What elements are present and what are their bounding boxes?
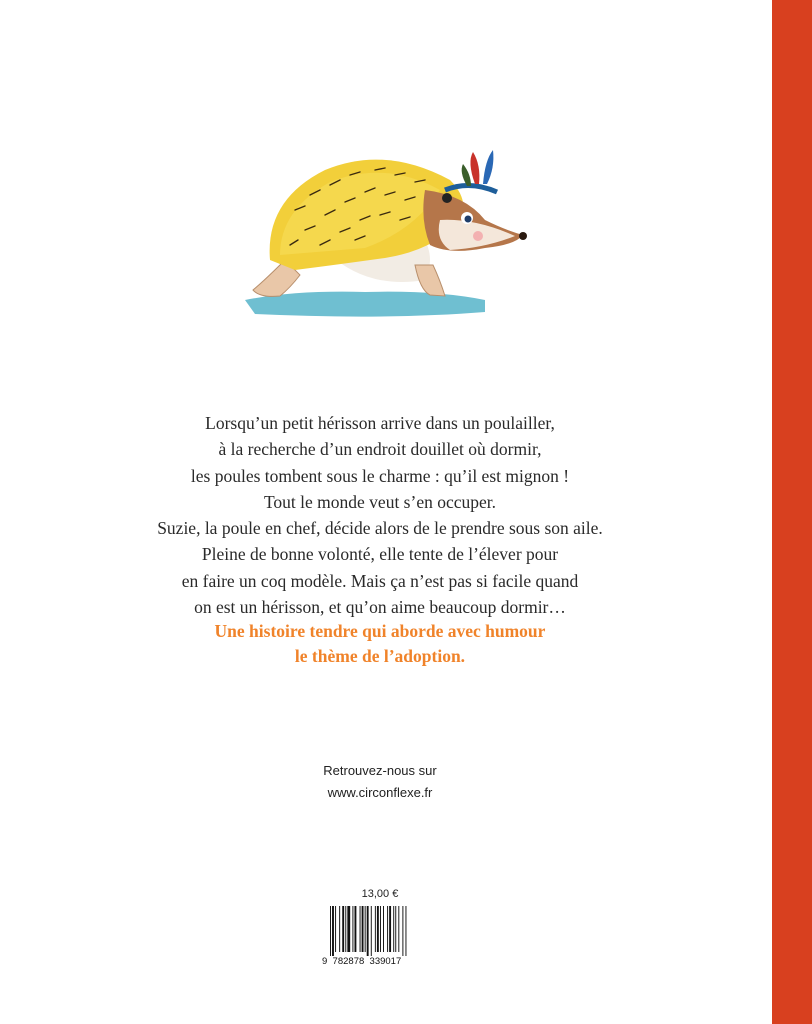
barcode-bar: [380, 906, 381, 952]
tagline-line: Une histoire tendre qui aborde avec humour: [214, 621, 546, 641]
front-leg: [415, 265, 445, 296]
barcode-bar: [367, 906, 369, 956]
barcode-bar: [332, 906, 334, 956]
barcode-bar: [387, 906, 388, 952]
barcode-bar: [354, 906, 356, 952]
blurb-line: on est un hérisson, et qu’on aime beaucoup dormir…: [194, 597, 566, 618]
barcode-bar: [362, 906, 364, 952]
barcode-bar: [383, 906, 384, 952]
barcode-bar: [375, 906, 376, 952]
blurb-line: Lorsqu’un petit hérisson arrive dans un poulailler,: [205, 413, 555, 433]
barcode-bar: [335, 906, 336, 952]
blurb-line: Tout le monde veut s’en occuper.: [263, 491, 497, 512]
barcode-bar: [393, 906, 394, 952]
feather-blue: [483, 150, 493, 184]
barcode-bar: [342, 906, 344, 952]
barcode-bar: [352, 906, 353, 952]
barcode-bars: [330, 906, 406, 956]
feather-red: [470, 152, 479, 184]
spine-strip: [772, 0, 812, 1024]
barcode-bar: [339, 906, 340, 952]
hedgehog-illustration: [235, 140, 535, 330]
isbn-digits: 9 782878 339017: [322, 956, 402, 966]
back-cover-blurb: [80, 410, 680, 620]
barcode-bar: [389, 906, 391, 952]
barcode-bar: [395, 906, 396, 952]
website-block: [280, 760, 480, 804]
barcode-bar: [360, 906, 361, 952]
website-intro: Retrouvez-nous sur: [323, 763, 437, 778]
barcode-bar: [330, 906, 331, 956]
blurb-line: Suzie, la poule en chef, décide alors de le prendre sous son aile.: [157, 518, 603, 539]
barcode-bar: [377, 906, 379, 952]
blurb-line: en faire un coq modèle. Mais ça n’est pas si facile quand: [181, 570, 579, 591]
barcode-bar: [398, 906, 399, 952]
barcode-bar: [405, 906, 406, 956]
isbn-barcode: [322, 906, 444, 966]
blurb-line: Pleine de bonne volonté, elle tente de l’élever pour: [201, 544, 559, 565]
barcode-bar: [347, 906, 350, 952]
barcode-bar: [402, 906, 403, 956]
blurb-line: les poules tombent sous le charme : qu’il est mignon !: [190, 465, 570, 486]
barcode-bar: [345, 906, 346, 952]
website-url[interactable]: www.circonflexe.fr: [327, 785, 433, 800]
tagline: [80, 619, 680, 669]
tagline-line: le thème de l’adoption.: [294, 646, 466, 666]
barcode-bar: [371, 906, 372, 956]
price-label: 13,00 €: [361, 888, 399, 900]
barcode-bar: [365, 906, 366, 952]
blurb-line: à la recherche d’un endroit douillet où dormir,: [218, 439, 542, 460]
